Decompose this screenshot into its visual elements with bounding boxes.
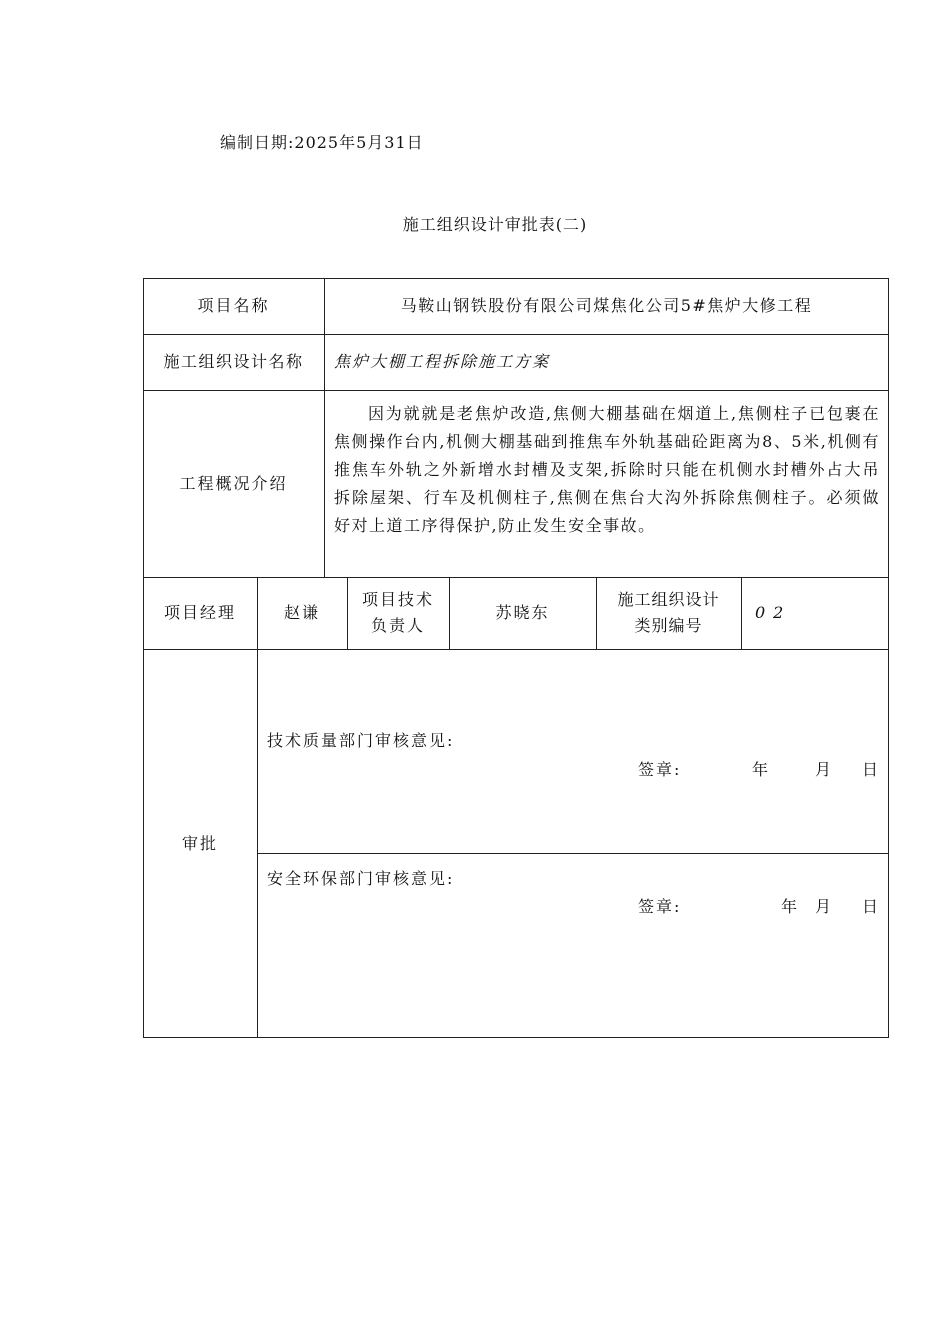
project-name-label: 项目名称 bbox=[197, 296, 270, 316]
safety-env-opinion-label: 安全环保部门审核意见: bbox=[267, 869, 455, 888]
tech-quality-year: 年 bbox=[752, 760, 771, 779]
approval-label: 审批 bbox=[181, 833, 218, 853]
tech-quality-sign-label: 签章: bbox=[638, 760, 682, 779]
tech-lead-label-line1: 项目技术 bbox=[361, 590, 434, 610]
overview-label: 工程概况介绍 bbox=[179, 473, 288, 493]
manager-label: 项目经理 bbox=[163, 603, 236, 623]
manager-value: 赵谦 bbox=[283, 603, 320, 623]
table-rule bbox=[741, 577, 742, 649]
category-label-line1: 施工组织设计 bbox=[617, 590, 720, 610]
safety-env-month: 月 bbox=[815, 897, 834, 916]
safety-env-sign-label: 签章: bbox=[638, 897, 682, 916]
safety-env-day: 日 bbox=[862, 897, 881, 916]
category-value: 02 bbox=[755, 603, 792, 623]
tech-lead-label bbox=[347, 577, 449, 649]
table-rule bbox=[257, 853, 889, 854]
tech-quality-month: 月 bbox=[815, 760, 834, 779]
tech-quality-opinion-label: 技术质量部门审核意见: bbox=[267, 731, 455, 750]
compile-date: 编制日期:2025年5月31日 bbox=[220, 133, 424, 152]
category-label bbox=[596, 577, 741, 649]
tech-lead-label-line2: 负责人 bbox=[370, 616, 425, 635]
tech-lead-value: 苏晓东 bbox=[495, 603, 550, 623]
design-name-label: 施工组织设计名称 bbox=[163, 352, 304, 372]
tech-quality-day: 日 bbox=[862, 760, 881, 779]
design-name-value: 焦炉大棚工程拆除施工方案 bbox=[334, 352, 551, 372]
safety-env-year: 年 bbox=[781, 897, 800, 916]
category-label-line2: 类别编号 bbox=[634, 616, 703, 635]
document-title: 施工组织设计审批表(二) bbox=[402, 215, 588, 234]
project-name-value: 马鞍山钢铁股份有限公司煤焦化公司5#焦炉大修工程 bbox=[400, 296, 813, 316]
overview-text: 因为就就是老焦炉改造,焦侧大棚基础在烟道上,焦侧柱子已包裹在焦侧操作台内,机侧大棚基础到推焦车外轨基础砼距离为8、5米,机侧有推焦车外轨之外新增水封槽及支架,拆除时只能在机侧水封槽外占大吊拆除屋架、行车及机侧柱子,焦侧在焦台大沟外拆除焦侧柱子。必须做好对上道工序得保护,防止发生安全事故。 bbox=[334, 404, 880, 535]
